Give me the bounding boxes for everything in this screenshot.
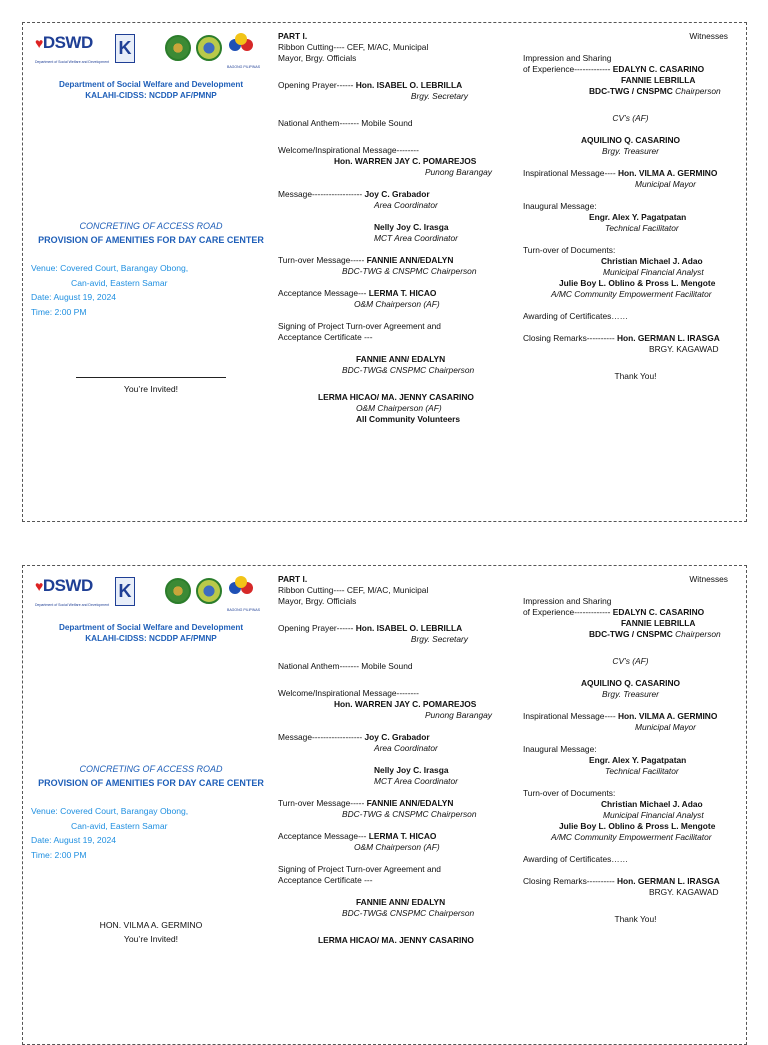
event-date: Date: August 19, 2024 — [31, 292, 117, 302]
kalahi-logo: K — [115, 577, 135, 606]
event-details — [31, 804, 271, 862]
name-line — [76, 377, 226, 378]
turnover-message: Turn-over Message----- FANNIE ANN/EDALYN — [278, 255, 454, 265]
inaugural-role: Technical Facilitator — [605, 766, 679, 776]
inaugural-label: Inaugural Message: — [523, 744, 597, 754]
signing-name: FANNIE ANN/ EDALYN — [356, 354, 446, 364]
inaugural-label: Inaugural Message: — [523, 201, 597, 211]
org-name: Department of Social Welfare and Development — [58, 623, 244, 632]
aquilino-name: AQUILINO Q. CASARINO — [580, 678, 681, 688]
invitee-name: HON. VILMA A. GERMINO — [99, 920, 203, 930]
witnesses-heading: Witnesses — [689, 574, 728, 584]
signing-name: FANNIE ANN/ EDALYN — [356, 897, 446, 907]
message-role: Area Coordinator — [374, 200, 438, 210]
documents2-name: Julie Boy L. Oblino & Pross L. Mengote — [559, 821, 716, 831]
awarding-line: Awarding of Certificates…… — [523, 311, 629, 321]
venue-line1: Venue: Covered Court, Barangay Obong, — [31, 806, 189, 816]
inaugural-role: Technical Facilitator — [605, 223, 679, 233]
message2-name: Nelly Joy C. Irasga — [374, 765, 449, 775]
cvs-heading: CV’s (AF) — [612, 656, 649, 666]
aquilino-role: Brgy. Treasurer — [602, 689, 659, 699]
left-column — [31, 31, 271, 396]
closing-remarks: Closing Remarks---------- Hon. GERMAN L. IRASGA — [523, 333, 720, 343]
documents2-role: A/MC Community Empowerment Facilitator — [551, 832, 712, 842]
org-name: Department of Social Welfare and Development — [58, 80, 244, 89]
documents-name: Christian Michael J. Adao — [601, 799, 703, 809]
turnover-role: BDC-TWG & CNSPMC Chairperson — [342, 266, 477, 276]
municipal-seal-icon — [165, 578, 191, 604]
heart-icon: ♥ — [35, 578, 43, 594]
thank-you: Thank You! — [614, 371, 657, 381]
national-anthem: National Anthem------- Mobile Sound — [278, 661, 413, 671]
cvs-heading: CV’s (AF) — [612, 113, 649, 123]
venue-line1: Venue: Covered Court, Barangay Obong, — [31, 263, 189, 273]
organization-block — [31, 622, 271, 644]
aquilino-name: AQUILINO Q. CASARINO — [580, 135, 681, 145]
event-time: Time: 2:00 PM — [31, 306, 87, 317]
message2-role: MCT Area Coordinator — [374, 233, 458, 243]
witness-column — [523, 574, 738, 925]
invitation-card-2 — [22, 565, 747, 1045]
part-heading: PART I. — [278, 31, 308, 41]
acceptance-message: Acceptance Message--- LERMA T. HICAO — [278, 831, 437, 841]
ribbon-line1: Ribbon Cutting---- CEF, M/AC, Municipal — [278, 585, 429, 595]
bagong-pilipinas-text: BAGONG PILIPINAS — [227, 608, 261, 612]
impression-role: BDC-TWG / CNSPMC Chairperson — [589, 629, 721, 639]
opening-prayer: Opening Prayer------ Hon. ISABEL O. LEBRILLA — [278, 80, 463, 90]
inspirational-role: Municipal Mayor — [635, 722, 696, 732]
impression-line1: Impression and Sharing — [523, 53, 612, 63]
welcome-role: Punong Barangay — [424, 167, 492, 177]
program-name: KALAHI-CIDSS: NCDDP AF/PMNP — [85, 91, 217, 100]
dswd-logo-subtitle: Department of Social Welfare and Development — [35, 60, 110, 64]
signing2-name: LERMA HICAO/ MA. JENNY CASARINO — [318, 935, 474, 945]
welcome-label: Welcome/Inspirational Message-------- — [278, 688, 419, 698]
ribbon-line1: Ribbon Cutting---- CEF, M/AC, Municipal — [278, 42, 429, 52]
documents-role: Municipal Financial Analyst — [603, 267, 704, 277]
documents2-role: A/MC Community Empowerment Facilitator — [551, 289, 712, 299]
witness-column — [523, 31, 738, 382]
left-column — [31, 574, 271, 946]
signing-line1: Signing of Project Turn-over Agreement and — [278, 864, 441, 874]
closing-role: BRGY. KAGAWAD — [649, 887, 719, 897]
closing-role: BRGY. KAGAWAD — [649, 344, 719, 354]
documents-name: Christian Michael J. Adao — [601, 256, 703, 266]
signing2-name: LERMA HICAO/ MA. JENNY CASARINO — [318, 392, 474, 402]
invite-text: You’re Invited! — [123, 384, 179, 394]
signing-role: BDC-TWG& CNSPMC Chairperson — [342, 365, 475, 375]
signing-line2: Acceptance Certificate --- — [278, 875, 373, 885]
ribbon-line2: Mayor, Brgy. Officials — [278, 596, 357, 606]
welcome-label: Welcome/Inspirational Message-------- — [278, 145, 419, 155]
message-line: Message------------------ Joy C. Grabador — [278, 189, 430, 199]
impression-name2: FANNIE LEBRILLA — [621, 618, 696, 628]
welcome-name: Hon. WARREN JAY C. POMAREJOS — [334, 156, 477, 166]
message2-role: MCT Area Coordinator — [374, 776, 458, 786]
barangay-seal-icon — [196, 35, 222, 61]
impression-line1: Impression and Sharing — [523, 596, 612, 606]
event-time: Time: 2:00 PM — [31, 849, 87, 860]
closing-remarks: Closing Remarks---------- Hon. GERMAN L. IRASGA — [523, 876, 720, 886]
impression-line2: of Experience------------- EDALYN C. CASARINO — [523, 607, 705, 617]
inaugural-name: Engr. Alex Y. Pagatpatan — [589, 755, 687, 765]
heart-icon: ♥ — [35, 35, 43, 51]
thank-you: Thank You! — [614, 914, 657, 924]
organization-block — [31, 79, 271, 101]
signing-line1: Signing of Project Turn-over Agreement and — [278, 321, 441, 331]
message-line: Message------------------ Joy C. Grabador — [278, 732, 430, 742]
inspirational-message: Inspirational Message---- Hon. VILMA A. GERMINO — [523, 168, 718, 178]
dswd-logo: ♥DSWD — [35, 33, 93, 52]
witnesses-heading: Witnesses — [689, 31, 728, 41]
acceptance-message: Acceptance Message--- LERMA T. HICAO — [278, 288, 437, 298]
signing-line2: Acceptance Certificate --- — [278, 332, 373, 342]
venue-line2: Can-avid, Eastern Samar — [71, 277, 168, 288]
inaugural-name: Engr. Alex Y. Pagatpatan — [589, 212, 687, 222]
signing-role: BDC-TWG& CNSPMC Chairperson — [342, 908, 475, 918]
municipal-seal-icon — [165, 35, 191, 61]
message2-name: Nelly Joy C. Irasga — [374, 222, 449, 232]
project-title-line2: PROVISION OF AMENITIES FOR DAY CARE CENTER — [38, 235, 264, 245]
invite-block — [31, 377, 271, 396]
opening-prayer-role: Brgy. Secretary — [410, 91, 468, 101]
program-column — [278, 574, 498, 946]
documents-role: Municipal Financial Analyst — [603, 810, 704, 820]
bagong-pilipinas-logo — [229, 576, 255, 604]
volunteers: All Community Volunteers — [356, 414, 461, 424]
acceptance-role: O&M Chairperson (AF) — [354, 842, 440, 852]
bagong-pilipinas-logo — [229, 33, 255, 61]
program-name: KALAHI-CIDSS: NCDDP AF/PMNP — [85, 634, 217, 643]
invite-text: You’re Invited! — [123, 934, 179, 944]
barangay-seal-icon — [196, 578, 222, 604]
event-date: Date: August 19, 2024 — [31, 835, 117, 845]
project-title-line1: CONCRETING OF ACCESS ROAD — [79, 764, 223, 774]
impression-role: BDC-TWG / CNSPMC Chairperson — [589, 86, 721, 96]
impression-name2: FANNIE LEBRILLA — [621, 75, 696, 85]
turnover-role: BDC-TWG & CNSPMC Chairperson — [342, 809, 477, 819]
part-heading: PART I. — [278, 574, 308, 584]
acceptance-role: O&M Chairperson (AF) — [354, 299, 440, 309]
national-anthem: National Anthem------- Mobile Sound — [278, 118, 413, 128]
invitation-card-1 — [22, 22, 747, 522]
opening-prayer: Opening Prayer------ Hon. ISABEL O. LEBRILLA — [278, 623, 463, 633]
welcome-name: Hon. WARREN JAY C. POMAREJOS — [334, 699, 477, 709]
invite-block — [31, 918, 271, 946]
impression-line2: of Experience------------- EDALYN C. CASARINO — [523, 64, 705, 74]
opening-prayer-role: Brgy. Secretary — [410, 634, 468, 644]
project-title — [31, 762, 271, 790]
welcome-role: Punong Barangay — [424, 710, 492, 720]
dswd-logo: ♥DSWD — [35, 576, 93, 595]
logo-row — [31, 31, 271, 71]
signing2-role: O&M Chairperson (AF) — [356, 403, 442, 413]
event-details — [31, 261, 271, 319]
venue-line2: Can-avid, Eastern Samar — [71, 820, 168, 831]
project-title-line2: PROVISION OF AMENITIES FOR DAY CARE CENTER — [38, 778, 264, 788]
inspirational-role: Municipal Mayor — [635, 179, 696, 189]
message-role: Area Coordinator — [374, 743, 438, 753]
program-column — [278, 31, 498, 425]
ribbon-line2: Mayor, Brgy. Officials — [278, 53, 357, 63]
bagong-pilipinas-text: BAGONG PILIPINAS — [227, 65, 261, 69]
project-title-line1: CONCRETING OF ACCESS ROAD — [79, 221, 223, 231]
inspirational-message: Inspirational Message---- Hon. VILMA A. GERMINO — [523, 711, 718, 721]
aquilino-role: Brgy. Treasurer — [602, 146, 659, 156]
turnover-message: Turn-over Message----- FANNIE ANN/EDALYN — [278, 798, 454, 808]
dswd-logo-subtitle: Department of Social Welfare and Development — [35, 603, 110, 607]
logo-row — [31, 574, 271, 614]
documents2-name: Julie Boy L. Oblino & Pross L. Mengote — [559, 278, 716, 288]
project-title — [31, 219, 271, 247]
documents-label: Turn-over of Documents: — [523, 788, 616, 798]
documents-label: Turn-over of Documents: — [523, 245, 616, 255]
kalahi-logo: K — [115, 34, 135, 63]
awarding-line: Awarding of Certificates…… — [523, 854, 629, 864]
